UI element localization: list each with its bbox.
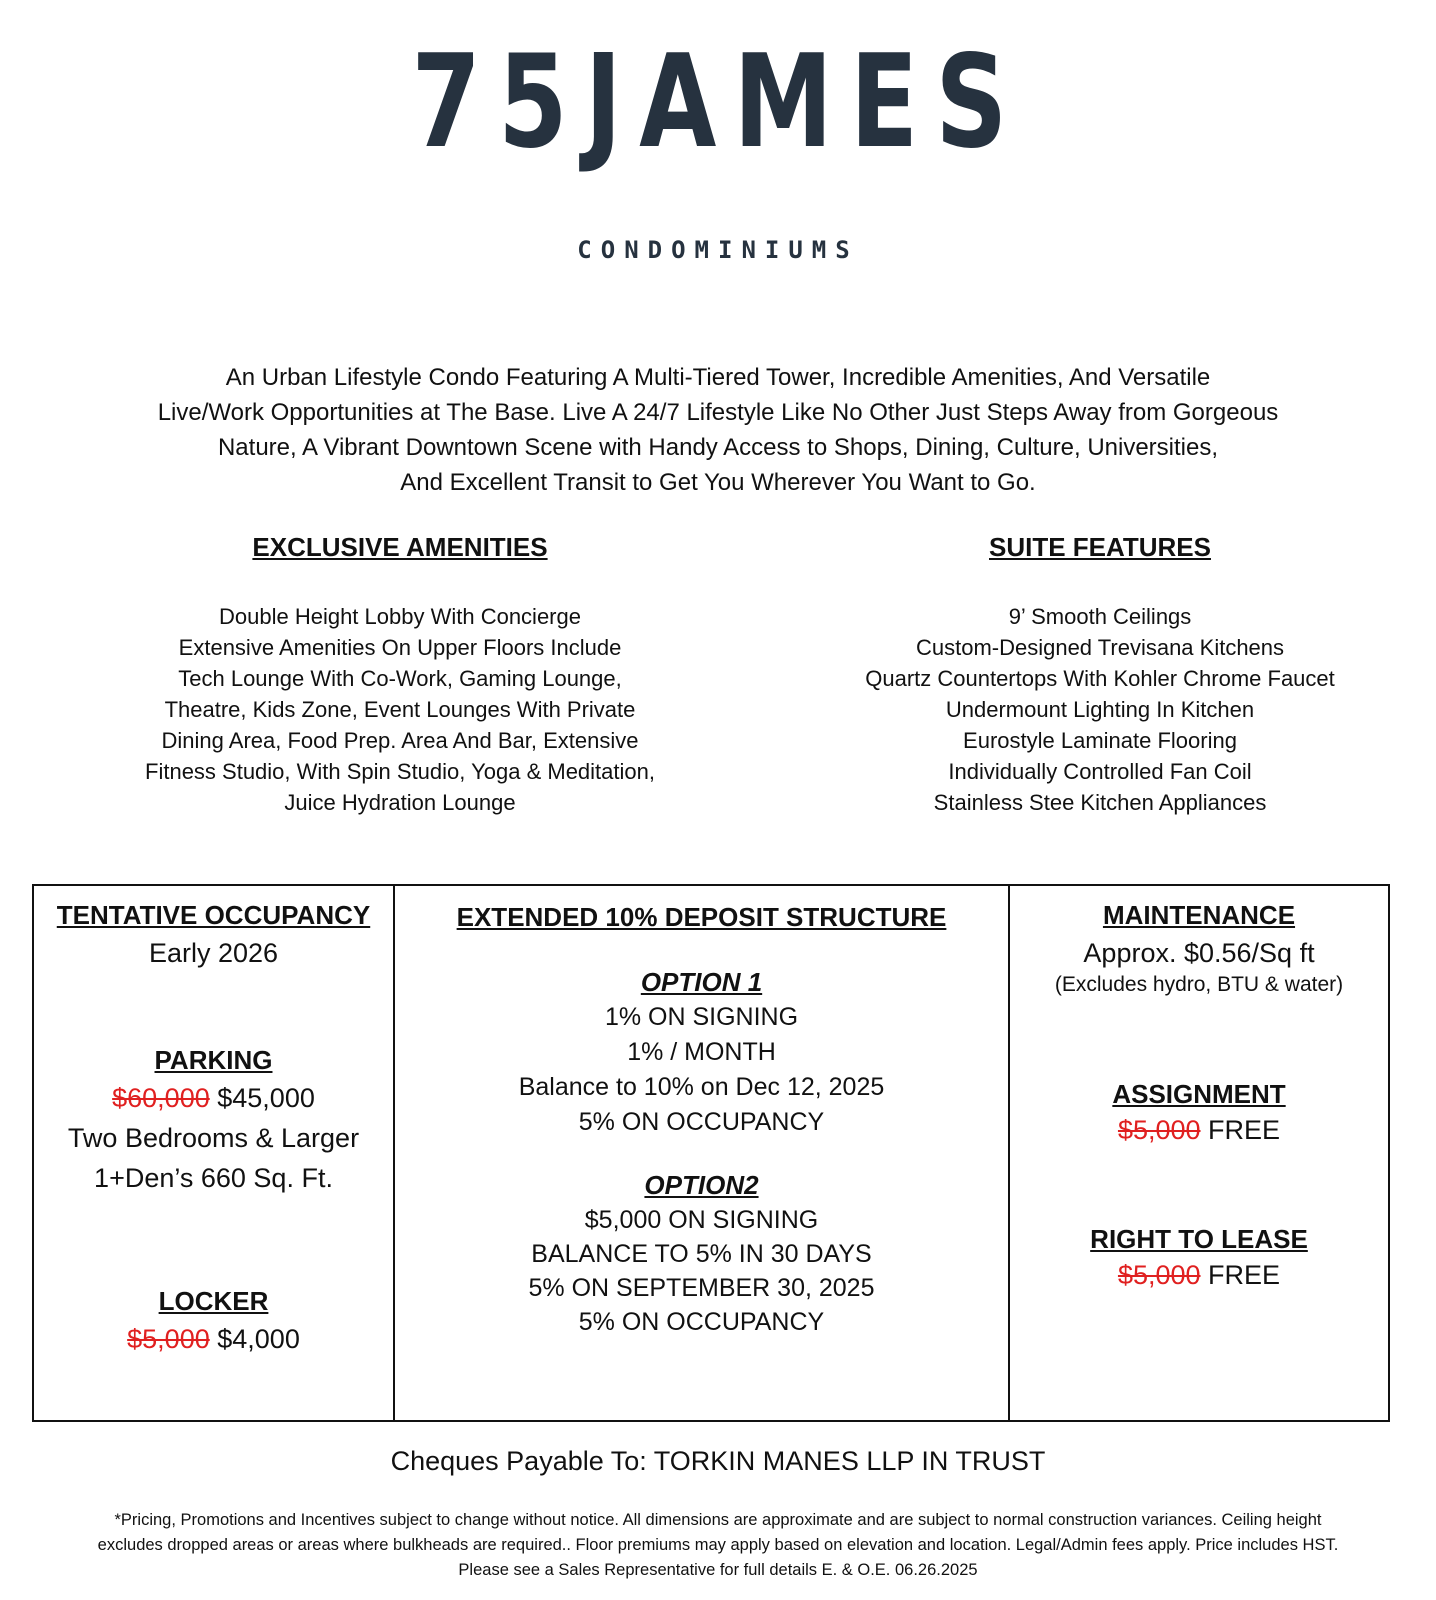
list-item: Double Height Lobby With Concierge: [219, 604, 581, 629]
option2-list: [395, 1203, 1008, 1339]
deposit-heading: EXTENDED 10% DEPOSIT STRUCTURE: [456, 902, 947, 932]
option1-title: OPTION 1: [640, 967, 763, 997]
parking-price: [34, 1080, 393, 1116]
list-item: Quartz Countertops With Kohler Chrome Faucet: [865, 666, 1335, 691]
list-item: Theatre, Kids Zone, Event Lounges With Private: [164, 697, 636, 722]
locker-heading: LOCKER: [158, 1286, 269, 1316]
disclaimer-line: *Pricing, Promotions and Incentives subject to change without notice. All dimensions are approximate and are subject to normal construction variances. Ceiling height: [114, 1511, 1322, 1529]
list-item: 5% ON SEPTEMBER 30, 2025: [528, 1274, 875, 1302]
logo-wordmark: 75JAMES: [411, 28, 1025, 177]
list-item: Extensive Amenities On Upper Floors Include: [178, 635, 622, 660]
intro-line: Nature, A Vibrant Downtown Scene with Handy Access to Shops, Dining, Culture, Universities,: [217, 434, 1219, 461]
disclaimer-line: excludes dropped areas or areas where bulkheads are required.. Floor premiums may apply based on elevation and location. Legal/Admin fees apply. Price includes HST.: [97, 1536, 1339, 1554]
lease-new-price: FREE: [1208, 1260, 1281, 1290]
list-item: Dining Area, Food Prep. Area And Bar, Extensive: [161, 728, 639, 753]
assignment-price: [1010, 1112, 1388, 1148]
list-item: Stainless Stee Kitchen Appliances: [933, 790, 1267, 815]
locker-old-price: $5,000: [127, 1324, 210, 1354]
assignment-new-price: FREE: [1208, 1115, 1281, 1145]
amenities-section: [60, 532, 740, 818]
parking-old-price: $60,000: [112, 1083, 210, 1113]
maintenance-value: Approx. $0.56/Sq ft: [1083, 938, 1315, 968]
left-column: [34, 900, 393, 1357]
list-item: Undermount Lighting In Kitchen: [945, 697, 1255, 722]
lease-price: [1010, 1257, 1388, 1293]
list-item: 1% / MONTH: [627, 1038, 776, 1066]
features-section: [780, 532, 1420, 818]
right-column: [1010, 900, 1388, 1293]
lease-old-price: $5,000: [1117, 1260, 1201, 1290]
lease-heading: RIGHT TO LEASE: [1090, 1224, 1308, 1254]
assignment-heading: ASSIGNMENT: [1112, 1079, 1286, 1109]
maintenance-note: (Excludes hydro, BTU & water): [1054, 973, 1344, 996]
option1-list: [395, 1000, 1008, 1140]
disclaimer: [10, 1508, 1426, 1583]
list-item: 5% ON OCCUPANCY: [578, 1308, 825, 1336]
deposit-column: [395, 902, 1008, 1339]
parking-note: 1+Den’s 660 Sq. Ft.: [94, 1163, 333, 1193]
occupancy-heading: TENTATIVE OCCUPANCY: [56, 900, 371, 930]
logo: [0, 0, 1436, 290]
occupancy-value: Early 2026: [148, 938, 279, 968]
features-heading: SUITE FEATURES: [989, 532, 1211, 562]
intro-line: Live/Work Opportunities at The Base. Live A 24/7 Lifestyle Like No Other Just Steps Away from Gorgeous: [157, 399, 1279, 426]
list-item: Custom-Designed Trevisana Kitchens: [915, 635, 1285, 660]
intro-line: An Urban Lifestyle Condo Featuring A Multi-Tiered Tower, Incredible Amenities, And Versatile: [225, 364, 1211, 391]
amenities-heading: EXCLUSIVE AMENITIES: [252, 532, 548, 562]
option2-title: OPTION2: [644, 1170, 759, 1200]
logo-subtitle: CONDOMINIUMS: [577, 236, 859, 264]
disclaimer-line: Please see a Sales Representative for full details E. & O.E. 06.26.2025: [458, 1561, 978, 1579]
amenities-list: [60, 601, 740, 818]
parking-note: Two Bedrooms & Larger: [67, 1123, 360, 1153]
features-list: [780, 601, 1420, 818]
cheques-payable: Cheques Payable To: TORKIN MANES LLP IN TRUST: [390, 1446, 1046, 1476]
list-item: Tech Lounge With Co-Work, Gaming Lounge,: [178, 666, 622, 691]
locker-price: [34, 1321, 393, 1357]
maintenance-heading: MAINTENANCE: [1102, 900, 1296, 930]
locker-new-price: $4,000: [217, 1324, 300, 1354]
list-item: Balance to 10% on Dec 12, 2025: [518, 1073, 885, 1101]
list-item: Fitness Studio, With Spin Studio, Yoga & Meditation,: [145, 759, 655, 784]
list-item: 5% ON OCCUPANCY: [578, 1108, 825, 1136]
assignment-old-price: $5,000: [1117, 1115, 1201, 1145]
list-item: $5,000 ON SIGNING: [584, 1206, 819, 1234]
intro-line: And Excellent Transit to Get You Wherever You Want to Go.: [400, 469, 1036, 496]
parking-heading: PARKING: [154, 1045, 273, 1075]
list-item: 9’ Smooth Ceilings: [1008, 604, 1192, 629]
list-item: BALANCE TO 5% IN 30 DAYS: [531, 1240, 872, 1268]
list-item: 1% ON SIGNING: [604, 1003, 799, 1031]
list-item: Eurostyle Laminate Flooring: [963, 728, 1237, 753]
list-item: Juice Hydration Lounge: [284, 790, 516, 815]
parking-new-price: $45,000: [217, 1083, 315, 1113]
intro-paragraph: [100, 360, 1336, 500]
list-item: Individually Controlled Fan Coil: [948, 759, 1252, 784]
